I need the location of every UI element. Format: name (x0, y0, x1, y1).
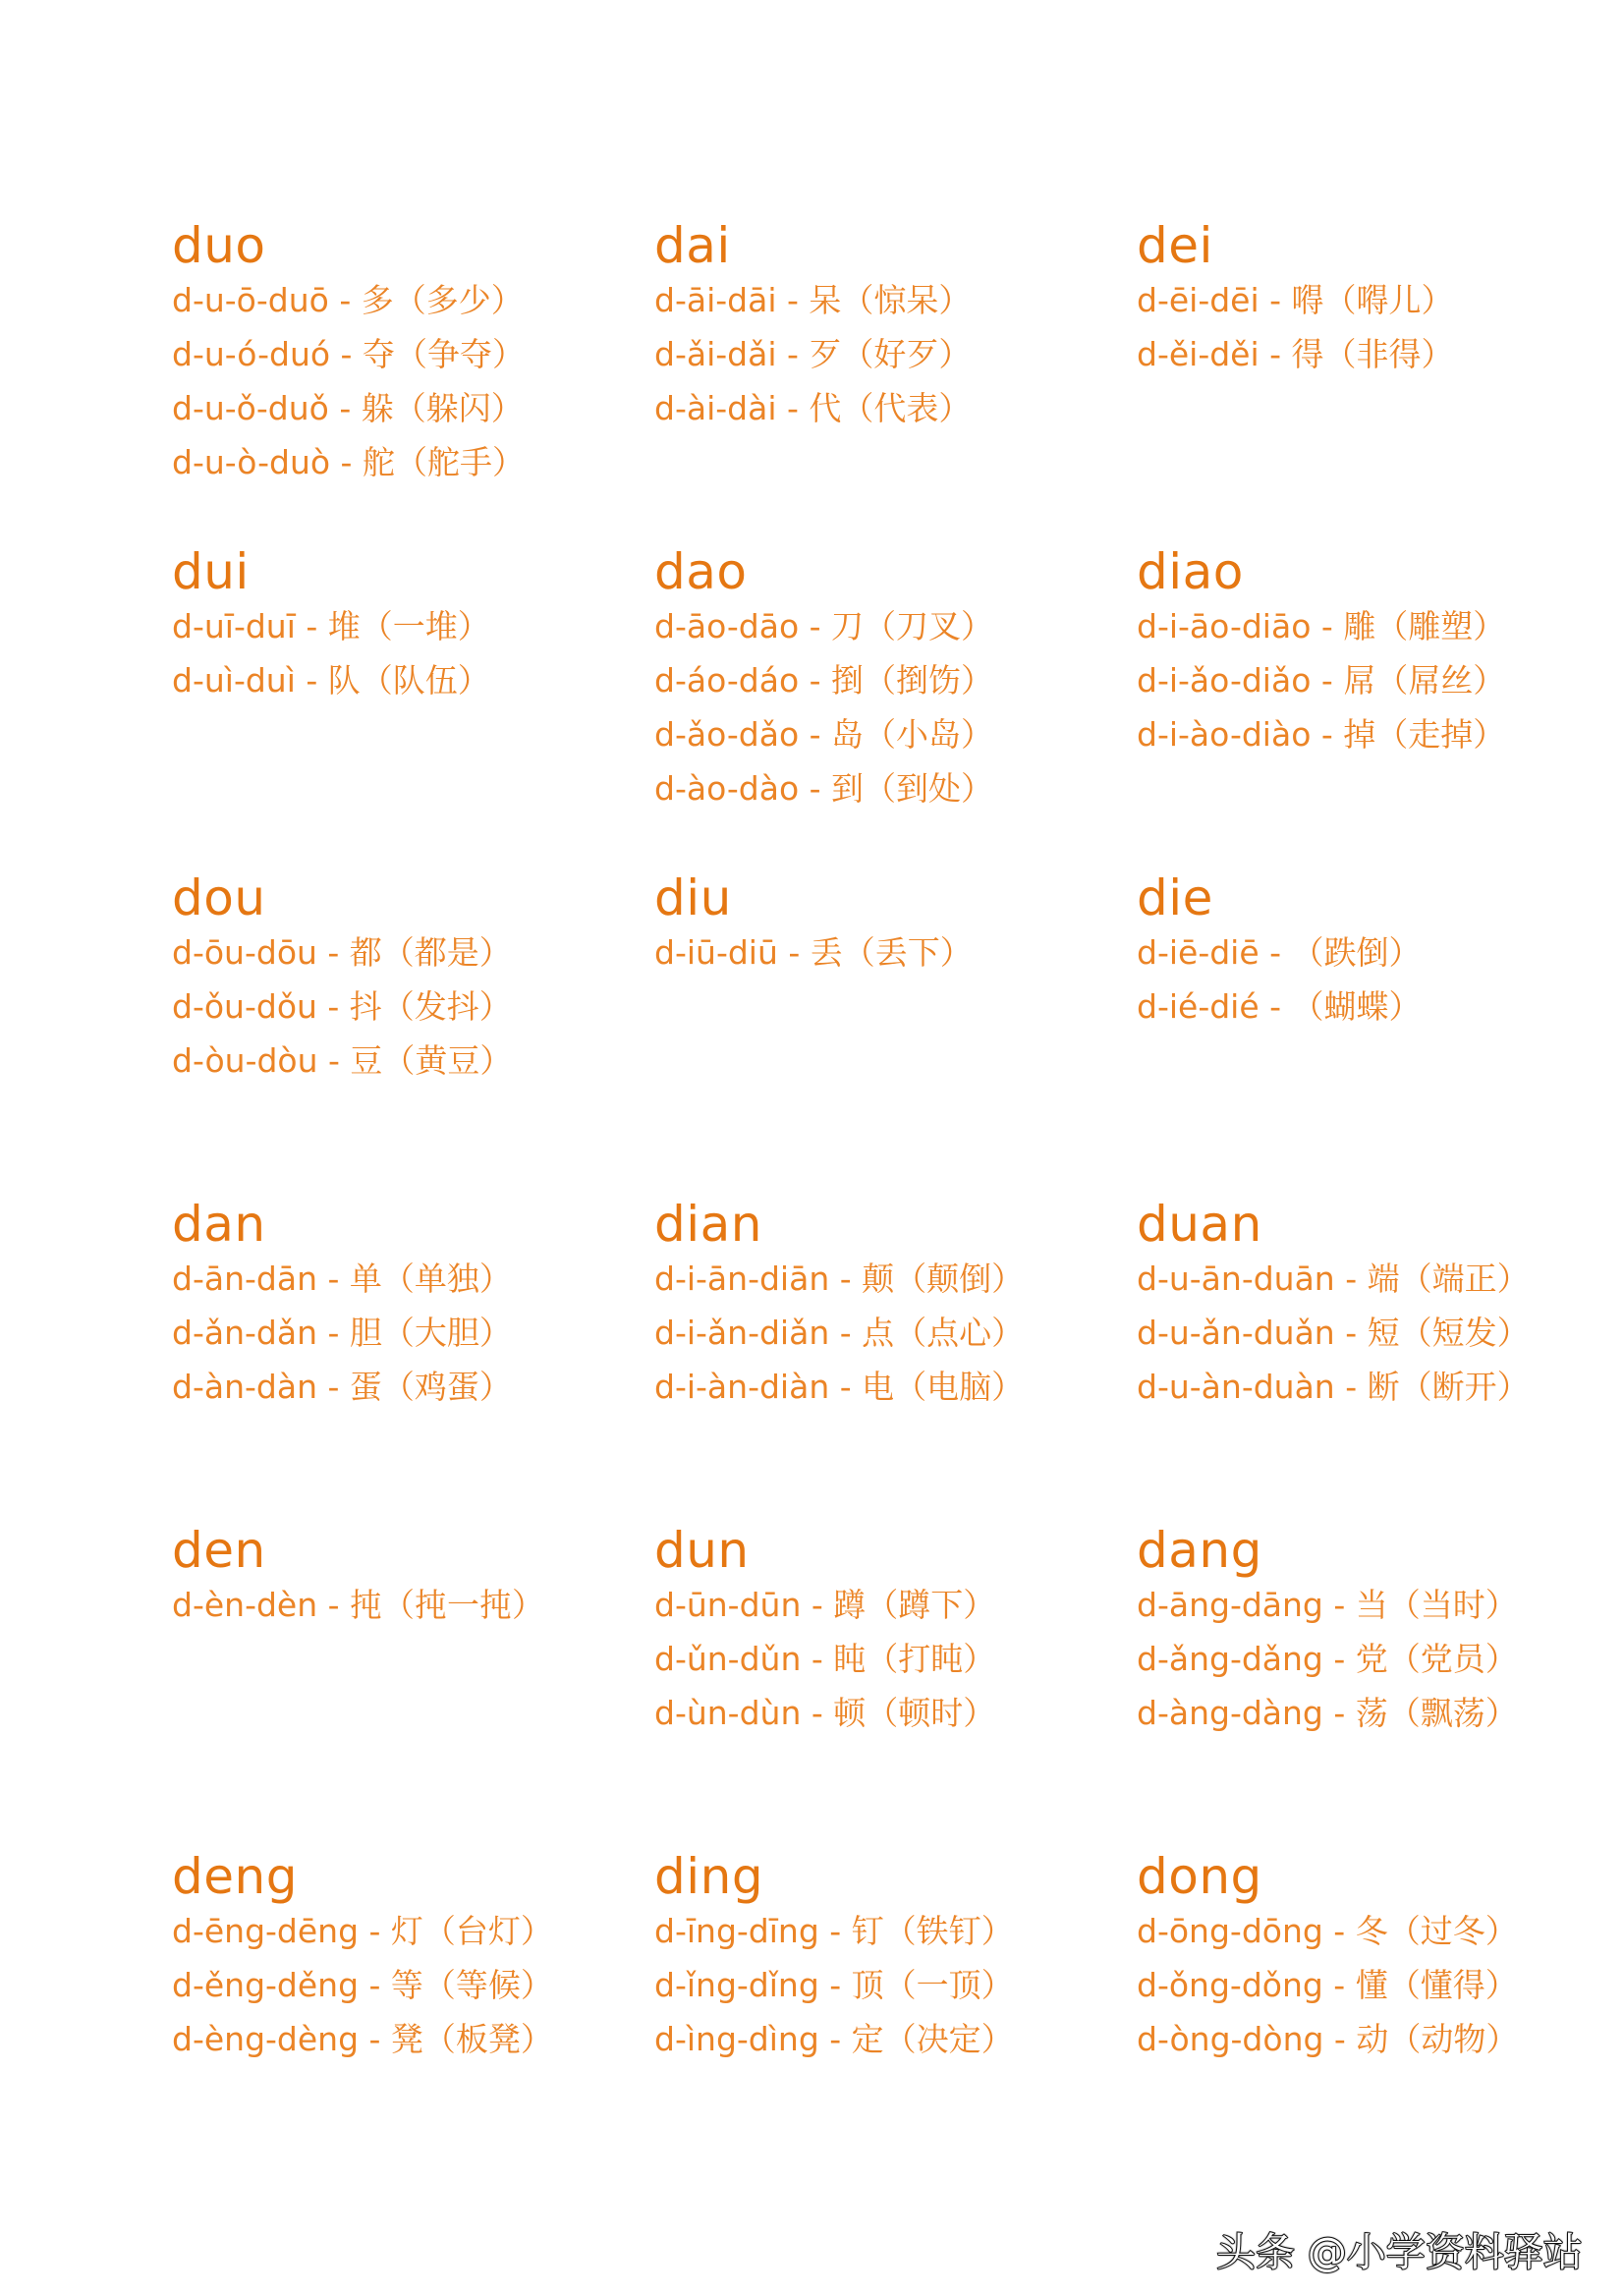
syllable-heading: duan (1137, 1196, 1262, 1253)
spelling-entry: d-āo-dāo - 刀（刀叉） (654, 607, 994, 645)
syllable-block-dian (654, 1197, 1137, 1523)
syllable-heading: dang (1137, 1522, 1262, 1579)
spelling-entry: d-ài-dài - 代（代表） (654, 389, 972, 427)
spelling-entry: d-ōng-dōng - 冬（过冬） (1137, 1912, 1518, 1950)
syllable-block-dui (172, 544, 654, 870)
spelling-entry: d-u-ān-duān - 端（端正） (1137, 1260, 1530, 1298)
spelling-entry: d-èn-dèn - 扽（扽一扽） (172, 1586, 545, 1624)
spelling-entry: d-èng-dèng - 凳（板凳） (172, 2020, 553, 2058)
syllable-heading: die (1137, 869, 1213, 926)
syllable-heading: diu (654, 869, 732, 926)
spelling-entry: d-òu-dòu - 豆（黄豆） (172, 1041, 513, 1080)
syllable-heading: dai (654, 217, 731, 274)
spelling-entry: d-i-àn-diàn - 电（电脑） (654, 1368, 1025, 1406)
syllable-block-dong (1137, 1849, 1587, 2175)
syllable-block-dao (654, 544, 1137, 870)
spelling-entry: d-ié-dié - （蝴蝶） (1137, 987, 1422, 1026)
spelling-entry: d-ìng-dìng - 定（决定） (654, 2020, 1014, 2058)
syllable-block-dai (654, 218, 1137, 544)
syllable-block-duan (1137, 1197, 1587, 1523)
syllable-heading: dei (1137, 217, 1213, 274)
spelling-entry: d-ǎng-dǎng - 党（党员） (1137, 1640, 1518, 1678)
spelling-entry: d-ǎi-dǎi - 歹（好歹） (654, 335, 972, 373)
syllable-block-die (1137, 870, 1587, 1197)
spelling-entry: d-uì-duì - 队（队伍） (172, 661, 490, 700)
spelling-entry: d-i-āo-diāo - 雕（雕塑） (1137, 607, 1506, 645)
spelling-entry: d-iē-diē - （跌倒） (1137, 933, 1422, 972)
syllable-block-deng (172, 1849, 654, 2175)
spelling-entry: d-u-ǒ-duǒ - 躲（躲闪） (172, 389, 524, 427)
spelling-entry: d-ēng-dēng - 灯（台灯） (172, 1912, 553, 1950)
syllable-block-ding (654, 1849, 1137, 2175)
syllable-heading: dui (172, 543, 250, 600)
syllable-heading: deng (172, 1848, 298, 1905)
spelling-entry: d-i-ào-diào - 掉（走掉） (1137, 715, 1506, 754)
spelling-entry: d-ào-dào - 到（到处） (654, 769, 994, 808)
syllable-block-den (172, 1523, 654, 1849)
spelling-entry: d-ǎn-dǎn - 胆（大胆） (172, 1314, 512, 1352)
watermark: 头条 @小学资料驿站 (1216, 2230, 1583, 2275)
syllable-block-diao (1137, 544, 1587, 870)
syllable-heading: duo (172, 217, 266, 274)
syllable-block-duo (172, 218, 654, 544)
spelling-entry: d-ūn-dūn - 蹲（蹲下） (654, 1586, 996, 1624)
spelling-entry: d-òng-dòng - 动（动物） (1137, 2020, 1519, 2058)
spelling-entry: d-u-ò-duò - 舵（舵手） (172, 443, 525, 481)
syllable-heading: diao (1137, 543, 1244, 600)
syllable-block-dang (1137, 1523, 1587, 1849)
syllable-heading: dian (654, 1196, 762, 1253)
spelling-entry: d-i-ān-diān - 颠（颠倒） (654, 1260, 1025, 1298)
spelling-entry: d-ǐng-dǐng - 顶（一顶） (654, 1966, 1014, 2004)
syllable-heading: dun (654, 1522, 750, 1579)
spelling-entry: d-iū-diū - 丢（丢下） (654, 933, 973, 972)
spelling-entry: d-ǒu-dǒu - 抖（发抖） (172, 987, 512, 1026)
syllable-block-dei (1137, 218, 1587, 544)
spelling-entry: d-ǒng-dǒng - 懂（懂得） (1137, 1966, 1518, 2004)
spelling-entry: d-àn-dàn - 蛋（鸡蛋） (172, 1368, 512, 1406)
syllable-heading: den (172, 1522, 266, 1579)
spelling-entry: d-i-ǎo-diǎo - 屌（屌丝） (1137, 661, 1506, 700)
spelling-entry: d-ēi-dēi - 嘚（嘚儿） (1137, 281, 1454, 319)
spelling-entry: d-āi-dāi - 呆（惊呆） (654, 281, 972, 319)
syllable-heading: dao (654, 543, 748, 600)
spelling-entry: d-īng-dīng - 钉（铁钉） (654, 1912, 1014, 1950)
syllable-block-dou (172, 870, 654, 1197)
syllable-heading: dou (172, 869, 266, 926)
spelling-entry: d-ān-dān - 单（单独） (172, 1260, 512, 1298)
syllable-block-dan (172, 1197, 654, 1523)
spelling-entry: d-àng-dàng - 荡（飘荡） (1137, 1694, 1518, 1732)
spelling-entry: d-ōu-dōu - 都（都是） (172, 933, 512, 972)
spelling-entry: d-u-ō-duō - 多（多少） (172, 281, 524, 319)
spelling-entry: d-āng-dāng - 当（当时） (1137, 1586, 1518, 1624)
syllable-heading: dan (172, 1196, 266, 1253)
spelling-entry: d-uī-duī - 堆（一堆） (172, 607, 490, 645)
syllable-block-diu (654, 870, 1137, 1197)
syllable-grid (172, 218, 1587, 2175)
spelling-entry: d-áo-dáo - 捯（捯饬） (654, 661, 994, 700)
spelling-entry: d-ùn-dùn - 顿（顿时） (654, 1694, 996, 1732)
spelling-entry: d-ǎo-dǎo - 岛（小岛） (654, 715, 994, 754)
spelling-entry: d-ěng-děng - 等（等候） (172, 1966, 553, 2004)
spelling-entry: d-ǔn-dǔn - 盹（打盹） (654, 1640, 996, 1678)
spelling-entry: d-i-ǎn-diǎn - 点（点心） (654, 1314, 1025, 1352)
syllable-block-dun (654, 1523, 1137, 1849)
spelling-entry: d-u-ó-duó - 夺（争夺） (172, 335, 525, 373)
spelling-entry: d-u-ǎn-duǎn - 短（短发） (1137, 1314, 1530, 1352)
syllable-heading: dong (1137, 1848, 1262, 1905)
spelling-entry: d-ěi-děi - 得（非得） (1137, 335, 1454, 373)
syllable-heading: ding (654, 1848, 764, 1905)
spelling-entry: d-u-àn-duàn - 断（断开） (1137, 1368, 1530, 1406)
